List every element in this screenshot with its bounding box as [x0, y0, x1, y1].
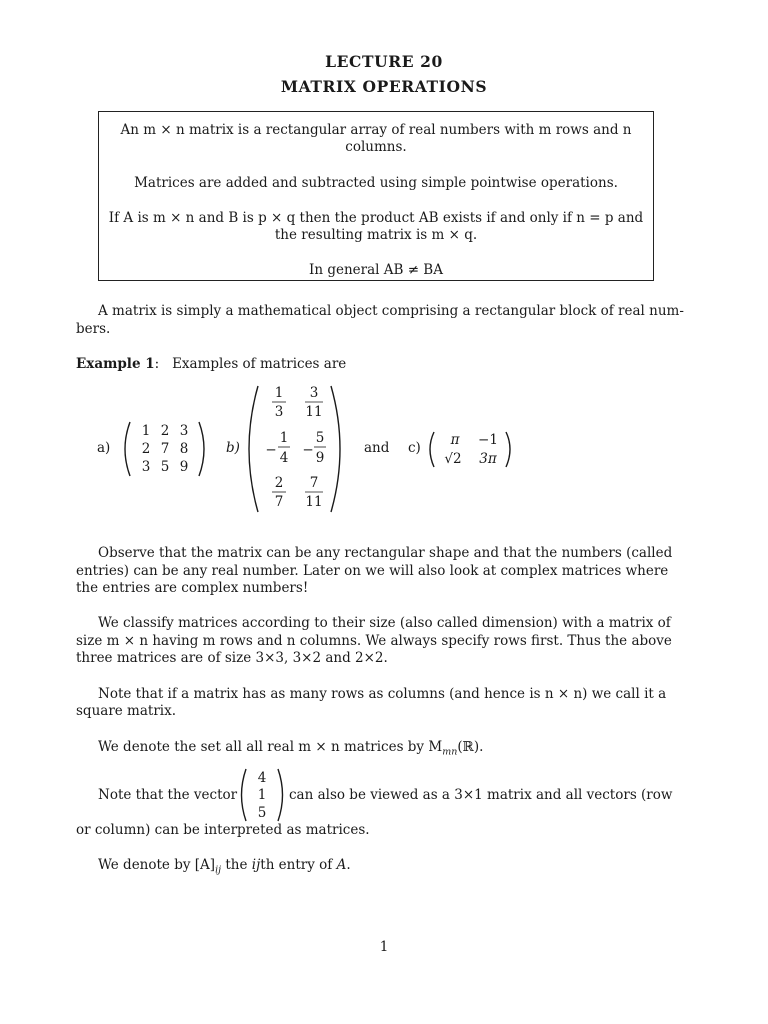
matrix-b-numerator: 2: [274, 475, 284, 491]
observe-line-3: the entries are complex numbers!: [76, 580, 309, 596]
matrix-a-cell: 1: [141, 423, 151, 439]
entry-note-end: .: [346, 857, 351, 873]
matrix-c-right-paren: [506, 432, 510, 467]
vector-entry: 5: [257, 805, 267, 821]
vector-note-line-2: or column) can be interpreted as matrices.: [76, 822, 370, 838]
matrix-b-denominator: 11: [305, 404, 323, 420]
summary-line-3b: the resulting matrix is m × q.: [274, 227, 478, 243]
summary-line-1a: An m × n matrix is a rectangular array of real numbers with m rows and n: [120, 122, 632, 138]
matrix-a-left-paren: [125, 422, 130, 476]
label-b: b): [226, 440, 240, 456]
entry-note-after: th entry of: [260, 857, 337, 873]
summary-line-3a: If A is m × n and B is p × q then the product AB exists if and only if n = p and: [108, 210, 644, 226]
matrix-c-cell: √2: [444, 451, 462, 467]
matrix-b-numerator: 7: [309, 475, 319, 491]
matrix-b-denominator: 9: [315, 450, 325, 466]
observe-line-1: Observe that the matrix can be any rectangular shape and that the numbers (called: [98, 545, 673, 561]
example-text: Examples of matrices are: [172, 356, 347, 372]
matrix-a: [142, 423, 189, 475]
matrix-c-cell: −1: [478, 432, 498, 448]
matrix-b-denominator: 3: [274, 404, 284, 420]
matrix-c-cell: 3π: [479, 451, 497, 467]
summary-line-1b: columns.: [345, 139, 407, 155]
entry-note-ij: ij: [251, 857, 261, 873]
matrix-a-right-paren: [199, 422, 204, 476]
entry-note-middle: the: [221, 857, 252, 873]
entry-note-subscript: ij: [215, 864, 222, 876]
matrix-b-numerator: 5: [315, 430, 325, 446]
entry-note-a: A: [336, 857, 347, 873]
column-vector: [236, 765, 288, 825]
observe-line-2: entries) can be any real number. Later on we will also look at complex matrices where: [76, 563, 669, 579]
matrix-b-numerator: 1: [279, 430, 289, 446]
label-c: c): [408, 440, 421, 456]
matrix-a-cell: 3: [141, 459, 151, 475]
intro-line-1: A matrix is simply a mathematical object comprising a rectangular block of real num-: [98, 303, 684, 319]
denote-set-line: [98, 739, 483, 758]
example-heading: [76, 356, 346, 372]
label-a: a): [97, 440, 111, 456]
and-text: and: [364, 440, 390, 456]
matrix-b-sign: −: [302, 442, 314, 458]
example-matrices: [0, 380, 768, 520]
denote-set-tail: (ℝ).: [457, 739, 484, 755]
vector-left-paren: [242, 769, 247, 821]
vector-entry: 4: [257, 770, 267, 786]
summary-box: [98, 111, 654, 281]
matrix-a-cell: 3: [179, 423, 189, 439]
matrix-b-sign: −: [265, 442, 277, 458]
classify-line-2: size m × n having m rows and n columns. We always specify rows first. Thus the above: [76, 633, 672, 649]
matrix-b-numerator: 1: [274, 385, 284, 401]
vector-entry: 1: [257, 787, 267, 803]
vector-note-after: can also be viewed as a 3×1 matrix and all vectors (row: [289, 787, 673, 803]
square-line-2: square matrix.: [76, 703, 176, 719]
classify-line-1: We classify matrices according to their size (also called dimension) with a matrix of: [98, 615, 671, 631]
matrix-b-left-paren: [249, 386, 258, 512]
summary-line-4: In general AB ≠ BA: [309, 262, 443, 278]
matrix-a-cell: 7: [160, 441, 170, 457]
example-colon: :: [154, 356, 160, 372]
square-line-1: Note that if a matrix has as many rows as columns (and hence is n × n) we call it a: [98, 686, 667, 702]
matrix-c-cell: π: [450, 432, 460, 448]
entry-note-line: [98, 857, 351, 876]
classify-line-3: three matrices are of size 3×3, 3×2 and 2×2.: [76, 650, 388, 666]
matrix-b-numerator: 3: [309, 385, 319, 401]
matrix-b-denominator: 11: [305, 494, 323, 510]
matrix-c: [444, 432, 498, 467]
vector-right-paren: [278, 769, 283, 821]
denote-set-subscript: mn: [442, 746, 458, 758]
denote-set-text: We denote the set all all real m × n matrices by M: [98, 739, 443, 755]
summary-line-2: Matrices are added and subtracted using simple pointwise operations.: [134, 175, 618, 191]
matrix-a-cell: 5: [160, 459, 170, 475]
matrix-b: [265, 385, 326, 510]
matrix-a-cell: 2: [141, 441, 151, 457]
matrix-a-cell: 8: [179, 441, 189, 457]
page-number: 1: [379, 939, 389, 955]
matrix-c-left-paren: [430, 432, 434, 467]
example-label: Example 1: [76, 356, 155, 372]
matrix-b-denominator: 4: [279, 450, 289, 466]
lecture-title: MATRIX OPERATIONS: [280, 77, 488, 96]
intro-line-2: bers.: [76, 321, 111, 337]
matrix-b-right-paren: [331, 386, 340, 512]
matrix-a-cell: 2: [160, 423, 170, 439]
matrix-b-denominator: 7: [274, 494, 284, 510]
lecture-number: LECTURE 20: [325, 52, 443, 71]
vector-note-before: Note that the vector: [98, 787, 238, 803]
entry-note-before: We denote by [A]: [98, 857, 216, 873]
matrix-a-cell: 9: [179, 459, 189, 475]
